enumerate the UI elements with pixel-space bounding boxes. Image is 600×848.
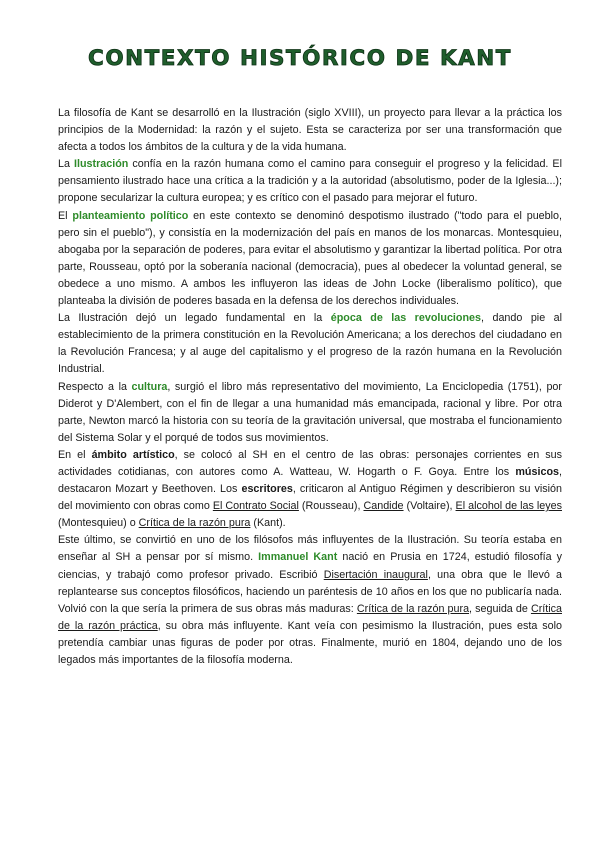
work-critica-razon-practica: Crítica de la razón práctica bbox=[58, 602, 562, 632]
highlight-immanuel-kant: Immanuel Kant bbox=[258, 551, 338, 564]
work-candide: Candide bbox=[363, 500, 404, 513]
bold-escritores: escritores bbox=[241, 483, 293, 496]
bold-ambito-artistico: ámbito artístico bbox=[91, 448, 175, 461]
page-title: CONTEXTO HISTÓRICO DE KANT bbox=[88, 46, 512, 71]
work-contrato-social: El Contrato Social bbox=[212, 500, 299, 513]
paragraph-artistico: En el ámbito artístico, se colocó al SH en el centro de las obras: personajes corrientes en sus actividades cotidianas, con autores como A. Watteau, W. Hogarth o F. Goya. Entre los músicos, destacaron Mozart y Beethoven. Los escritores, criticaron al Antiguo Régimen y describieron su visión del movimiento con obras como El Contrato Social (Rousseau), Candide (Voltaire), El alcohol de las leyes (Montesquieu) o Crítica de la razón pura (Kant). bbox=[58, 448, 563, 530]
work-critica-razon-pura-2: Crítica de la razón pura bbox=[356, 602, 470, 615]
work-alcohol-de-las-leyes: El alcohol de las leyes bbox=[455, 500, 562, 513]
highlight-planteamiento-politico: planteamiento político bbox=[72, 209, 189, 222]
highlight-cultura: cultura bbox=[131, 380, 168, 393]
highlight-epoca-revoluciones: época de las revoluciones bbox=[330, 312, 482, 325]
bold-musicos: músicos bbox=[515, 465, 559, 478]
paragraph-intro: La filosofía de Kant se desarrolló en la Ilustración (siglo XVIII), un proyecto para llevar a la práctica los principios de la Modernidad: la razón y el sujeto. Esta se caracteriza por ser una transformación que afecta a todos los ámbitos de la cultura y de la vida humana. bbox=[58, 107, 562, 154]
work-critica-razon-pura: Crítica de la razón pura bbox=[138, 517, 251, 530]
paragraph-revoluciones: La Ilustración dejó un legado fundamental en la época de las revoluciones, dando pie al establecimiento de la primera constitución en la Revolución Americana; a los derechos del ciudadano en la Revolución Francesa; y al auge del capitalismo y el progreso de la razón humana en la Revolución Industrial. bbox=[58, 312, 563, 376]
paragraph-politico: El planteamiento político en este contexto se denominó despotismo ilustrado ("todo para el pueblo, pero sin el pueblo"), y consistía en la modernización del país en manos de los monarcas. Montesquieu, abogaba por la separación de poderes, para evitar el absolutismo y garantizar la libertad política. Por otra parte, Rousseau, optó por la soberanía nacional (democracia), pues al obedecer la voluntad general, se obedece a uno mismo. A ambos les influyeron las ideas de John Locke (liberalismo político), que planteaba la división de poderes basada en la defensa de los derechos individuales. bbox=[58, 209, 562, 308]
work-disertacion-inaugural: Disertación inaugural bbox=[323, 568, 428, 581]
paragraph-kant: Este último, se convirtió en uno de los filósofos más influyentes de la Ilustración. Su teoría estaba en enseñar al SH a pensar por sí mismo. Immanuel Kant nació en Prusia en 1724, estudió filosofía y ciencias, y trabajó como profesor privado. Escribió Disertación inaugural, una obra que le llevó a replantearse sus conceptos filosóficos, haciendo un paréntesis de 10 años en los que no publicaría nada. Volvió con la que sería la primera de sus obras más maduras: Crítica de la razón pura, seguida de Crítica de la razón práctica, su obra más influyente. Kant veía con pesimismo la Ilustración, pues esta solo pretendía cambiar unas figuras de poder por otras. Finalmente, murió en 1804, dejando uno de los legados más importantes de la filosofía moderna. bbox=[58, 534, 562, 666]
document-body bbox=[58, 105, 562, 669]
paragraph-cultura: Respecto a la cultura, surgió el libro más representativo del movimiento, La Enciclopedia (1751), por Diderot y D'Alembert, con el fin de llegar a una humanidad más emancipada, racional y libre. Por otra parte, Newton marcó la historia con su teoría de la gravitación universal, que mostraba el funcionamiento del Sistema Solar y el porqué de todos sus movimientos. bbox=[58, 380, 562, 444]
highlight-ilustracion: Ilustración bbox=[73, 158, 129, 171]
paragraph-ilustracion: La Ilustración confía en la razón humana como el camino para conseguir el progreso y la felicidad. El pensamiento ilustrado hace una crítica a la tradición y a la autoridad (absolutismo, poder de la Iglesia...); propone secularizar la cultura europea; y es crítico con el pasado para mejorar el futuro. bbox=[58, 158, 562, 205]
